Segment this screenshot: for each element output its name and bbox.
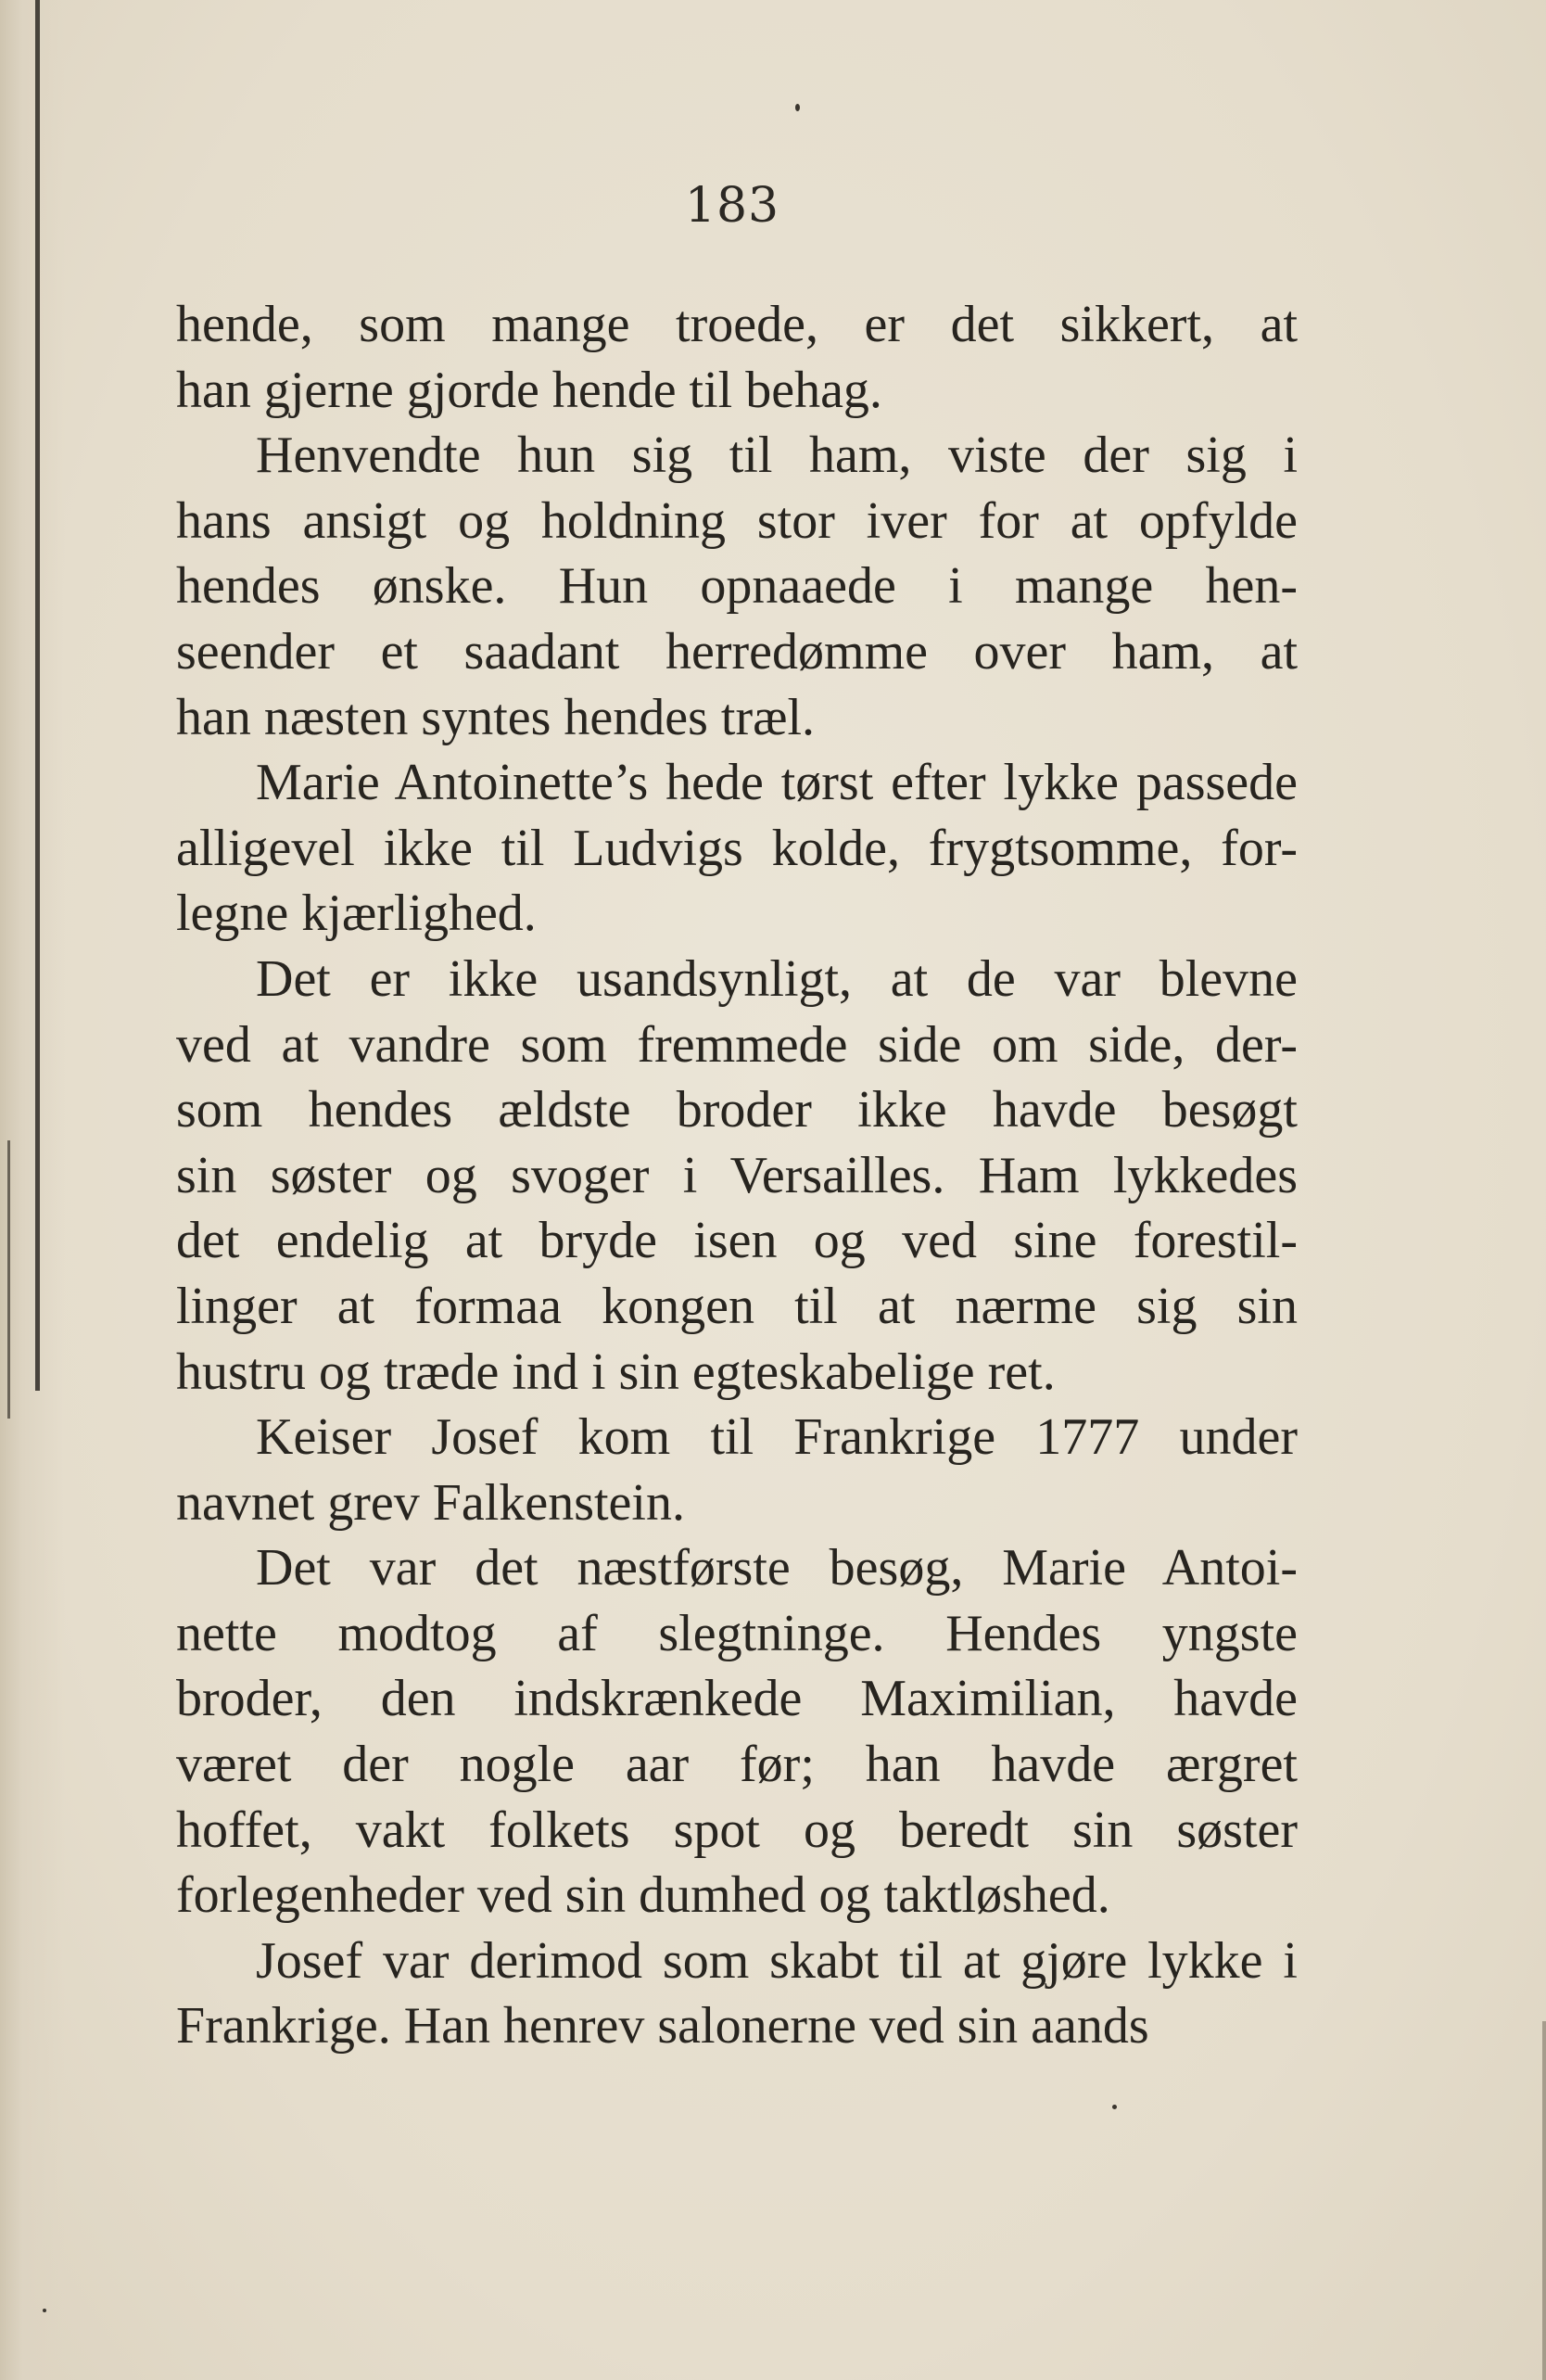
- text-line: Josef var derimod som skabt til at gjøre lykke i: [256, 1931, 1298, 1990]
- text-line: det endelig at bryde isen og ved sine forestil-: [176, 1212, 1298, 1270]
- text-line: hende, som mange troede, er det sikkert, at: [176, 296, 1298, 353]
- text-line: som hendes ældste broder ikke havde besøgt: [176, 1081, 1298, 1139]
- text-line: forlegenheder ved sin dumhed og taktløshed.: [176, 1866, 1110, 1925]
- text-line: Det er ikke usandsynligt, at de var blevne: [256, 949, 1298, 1008]
- text-line: hustru og træde ind i sin egteskabelige ret.: [176, 1343, 1056, 1401]
- text-line: hoffet, vakt folkets spot og beredt sin søster: [176, 1801, 1298, 1859]
- text-line: Marie Antoinette’s hede tørst efter lykke passede: [256, 754, 1298, 812]
- paper-speck: [43, 2309, 46, 2312]
- paragraph: [176, 1535, 1298, 1928]
- text-line: han gjerne gjorde hende til behag.: [176, 361, 882, 419]
- paragraph: [176, 947, 1298, 1405]
- paragraph: [176, 292, 1298, 423]
- paper-speck: [795, 104, 800, 111]
- text-line: ved at vandre som fremmede side om side, der-: [176, 1015, 1298, 1074]
- text-line: legne kjærlighed.: [176, 885, 537, 943]
- text-line: seender et saadant herredømme over ham, at: [176, 622, 1298, 681]
- page-edge-mark: [7, 1140, 10, 1419]
- text-line: nette modtog af slegtninge. Hendes yngste: [176, 1604, 1298, 1662]
- text-line: alligevel ikke til Ludvigs kolde, frygtsomme, for-: [176, 819, 1298, 877]
- body-text: [176, 292, 1298, 2059]
- text-line: hans ansigt og holdning stor iver for at opfylde: [176, 491, 1298, 550]
- text-line: hendes ønske. Hun opnaaede i mange hen-: [176, 557, 1298, 616]
- paragraph: [176, 1928, 1298, 2059]
- paragraph: [176, 1405, 1298, 1535]
- paper-speck: [1112, 2105, 1117, 2109]
- right-page-edge: [1542, 2021, 1546, 2380]
- paragraph: [176, 750, 1298, 947]
- text-line: Det var det næstførste besøg, Marie Antoi-: [256, 1539, 1298, 1597]
- text-line: Keiser Josef kom til Frankrige 1777 under: [256, 1408, 1298, 1467]
- text-line: været der nogle aar før; han havde ærgret: [176, 1736, 1298, 1794]
- text-line: han næsten syntes hendes træl.: [176, 688, 816, 746]
- text-line: Frankrige. Han henrev salonerne ved sin aands: [176, 1997, 1149, 2055]
- text-line: broder, den indskrænkede Maximilian, havde: [176, 1670, 1298, 1728]
- page-number: 183: [684, 178, 780, 234]
- text-line: navnet grev Falkenstein.: [176, 1473, 685, 1532]
- text-line: Henvendte hun sig til ham, viste der sig i: [256, 426, 1298, 485]
- paragraph: [176, 423, 1298, 750]
- text-line: sin søster og svoger i Versailles. Ham lykkedes: [176, 1146, 1298, 1204]
- text-line: linger at formaa kongen til at nærme sig sin: [176, 1277, 1298, 1335]
